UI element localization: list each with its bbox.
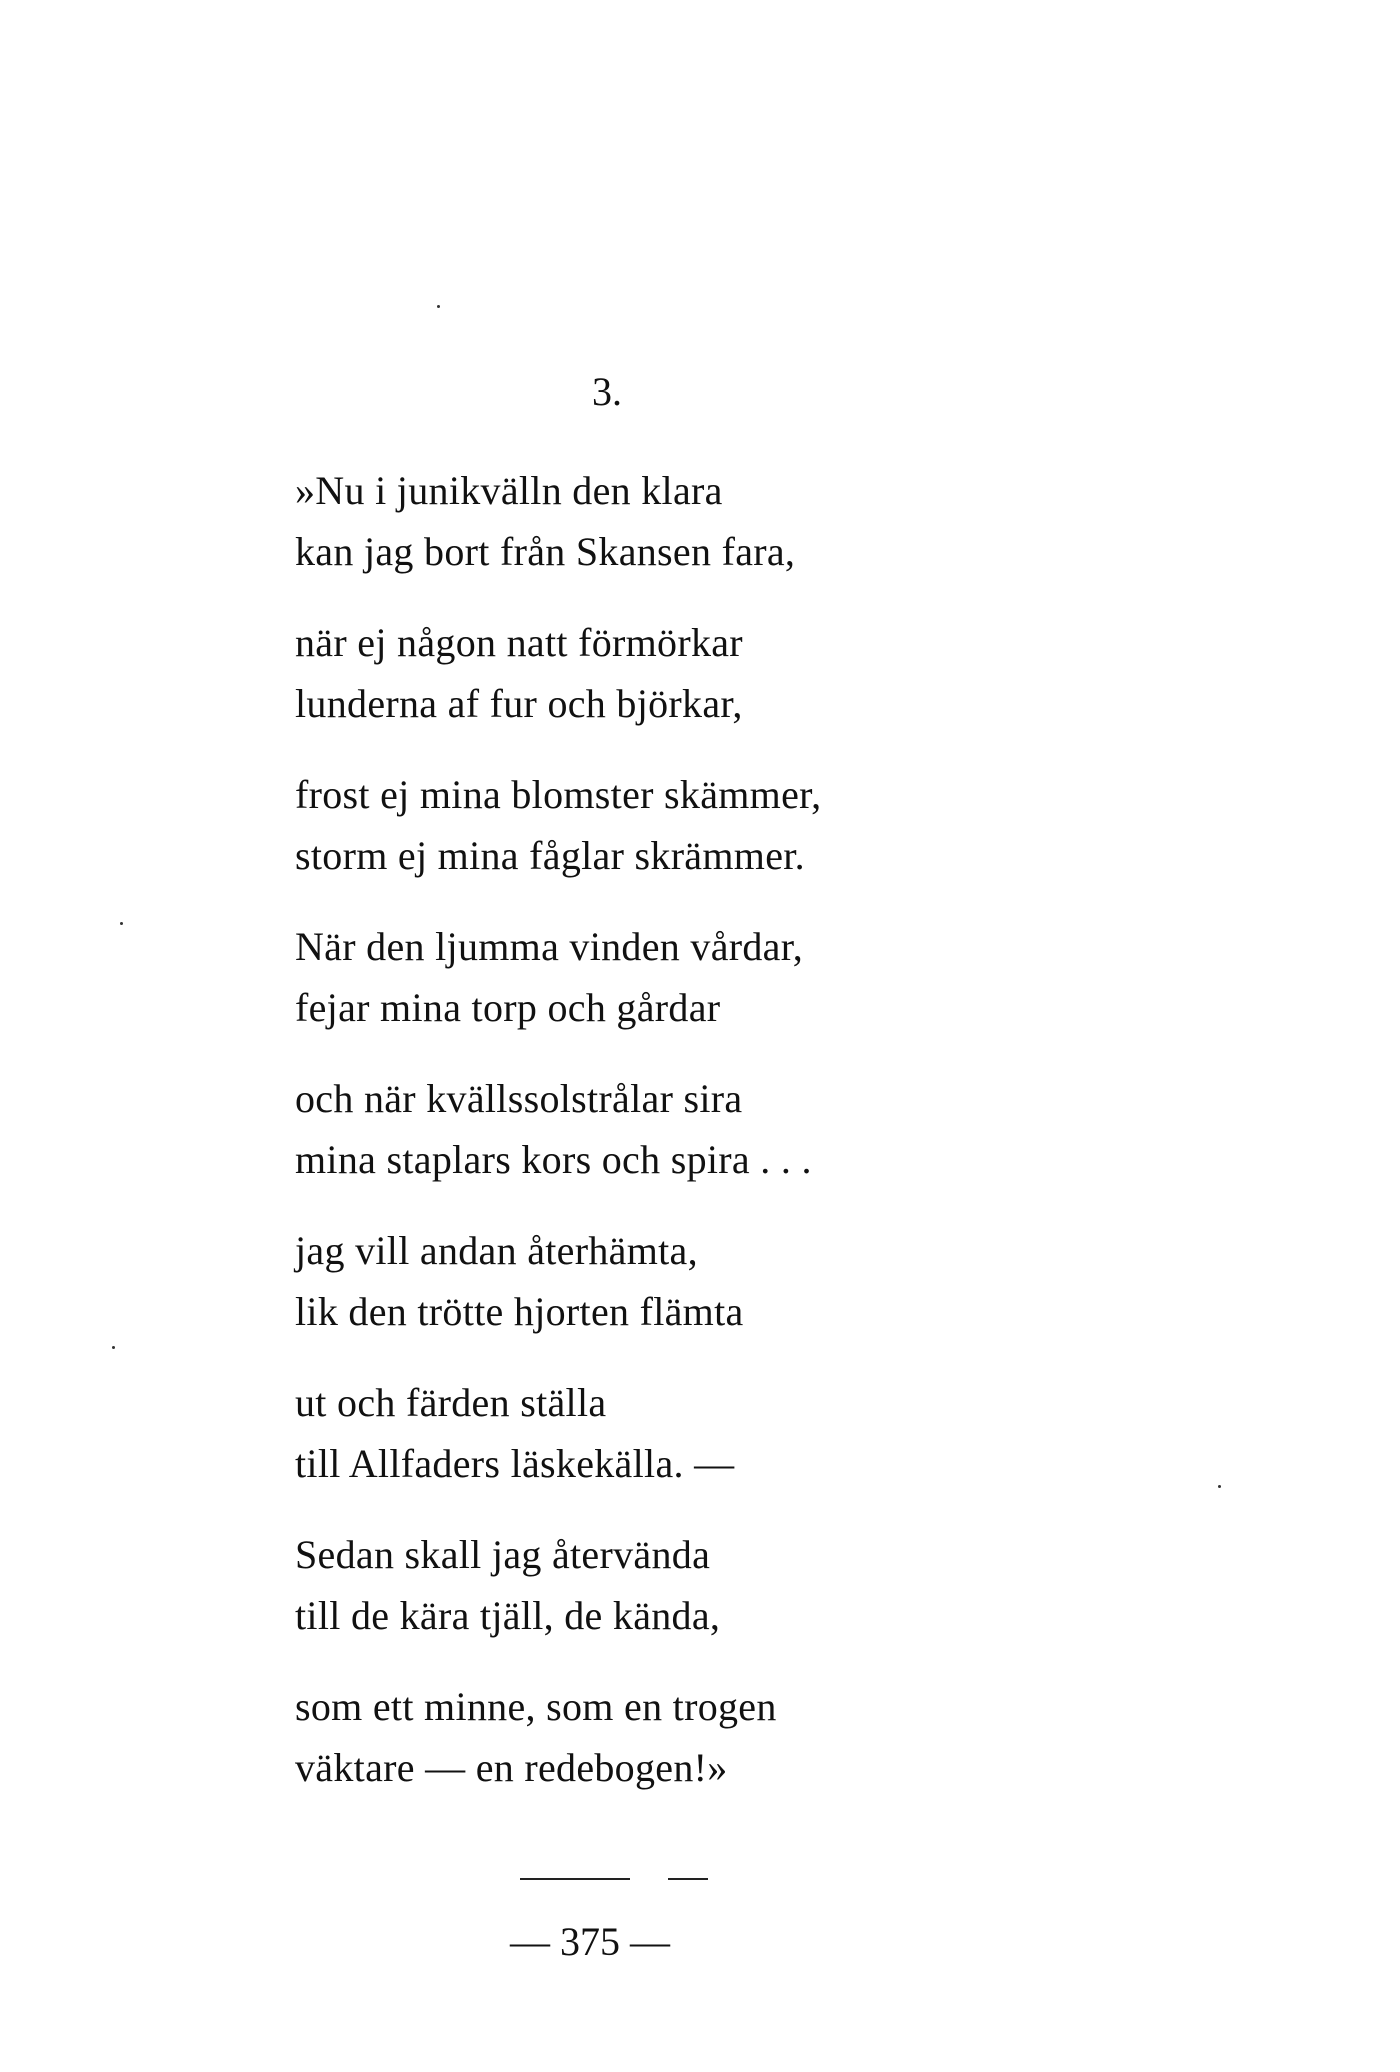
- poem-line: kan jag bort från Skansen fara,: [295, 529, 796, 574]
- poem-line: fejar mina torp och gårdar: [295, 985, 721, 1030]
- page-number: — 375 —: [510, 1919, 670, 1964]
- end-rule: [520, 1878, 630, 1880]
- ink-speck: [437, 305, 440, 308]
- poem-line: och när kvällssolstrålar sira: [295, 1076, 743, 1121]
- stanza: [295, 1372, 1295, 1494]
- stanza: [295, 460, 1295, 582]
- poem-line: ut och färden ställa: [295, 1380, 607, 1425]
- poem-line: lik den trötte hjorten flämta: [295, 1289, 744, 1334]
- stanza: [295, 1524, 1295, 1646]
- stanza: [295, 1676, 1295, 1798]
- poem-line: till Allfaders läskekälla. —: [295, 1441, 735, 1486]
- stanza: [295, 1068, 1295, 1190]
- poem-line: »Nu i junikvälln den klara: [295, 468, 723, 513]
- poem-line: lunderna af fur och björkar,: [295, 681, 743, 726]
- poem-line: När den ljumma vinden vårdar,: [295, 924, 804, 969]
- stanza: [295, 764, 1295, 886]
- poem-line: jag vill andan återhämta,: [295, 1228, 698, 1273]
- stanza: [295, 1220, 1295, 1342]
- section-number: 3.: [592, 369, 622, 414]
- poem-line: till de kära tjäll, de kända,: [295, 1593, 721, 1638]
- poem-line: frost ej mina blomster skämmer,: [295, 772, 822, 817]
- poem: [295, 460, 1295, 1828]
- stanza: [295, 916, 1295, 1038]
- end-rule-tail: [668, 1878, 708, 1880]
- poem-line: när ej någon natt förmörkar: [295, 620, 743, 665]
- poem-line: väktare — en redebogen!»: [295, 1745, 728, 1790]
- poem-line: storm ej mina fåglar skrämmer.: [295, 833, 805, 878]
- poem-line: mina staplars kors och spira . . .: [295, 1137, 812, 1182]
- stanza: [295, 612, 1295, 734]
- poem-line: som ett minne, som en trogen: [295, 1684, 777, 1729]
- ink-speck: [120, 922, 123, 925]
- poem-line: Sedan skall jag återvända: [295, 1532, 711, 1577]
- ink-speck: [112, 1346, 115, 1349]
